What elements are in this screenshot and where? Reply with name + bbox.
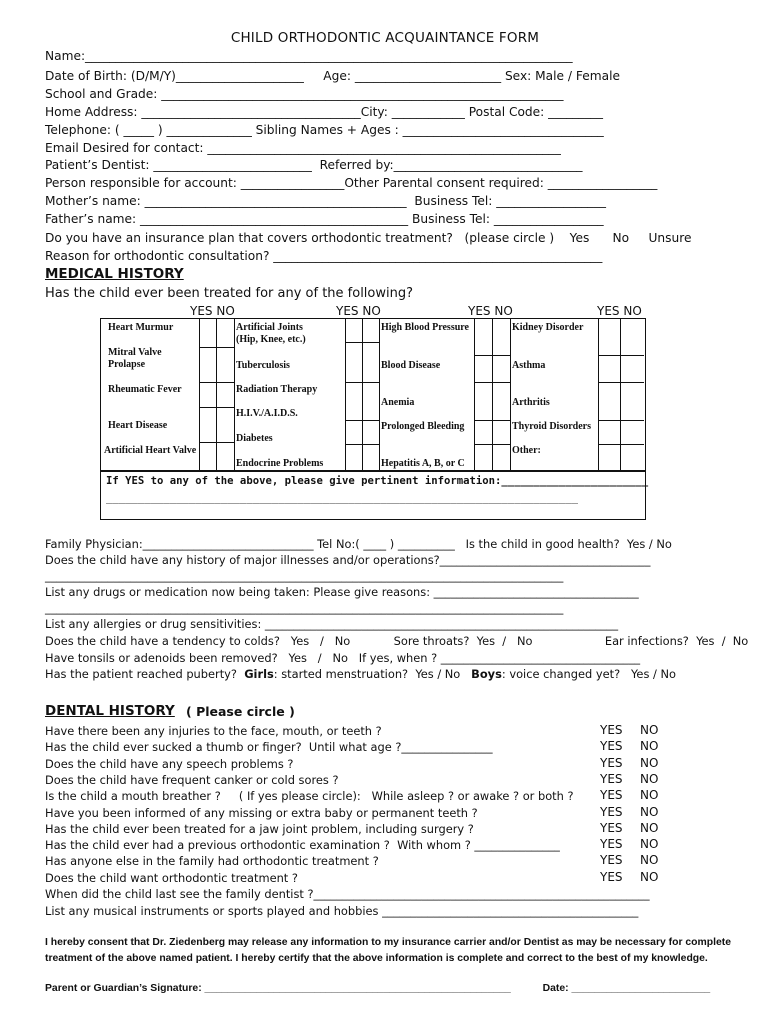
condition-blood-disease: Blood Disease — [381, 360, 441, 371]
illness-blank[interactable]: ___________________________________________________________________________________________ — [45, 569, 564, 583]
dental-no-option[interactable]: NO — [640, 739, 659, 753]
dental-question: Has the child ever been treated for a jaw joint problem, including surgery ? — [45, 822, 474, 836]
dentist-field[interactable]: Patient’s Dentist: __________________________ Referred by:_______________________________ — [45, 158, 583, 172]
dental-question: Has anyone else in the family had orthodontic treatment ? — [45, 854, 379, 868]
dental-no-option[interactable]: NO — [640, 837, 659, 851]
yes-no-header-4: YES NO — [597, 304, 642, 318]
condition-tuberculosis: Tuberculosis — [236, 360, 290, 371]
dental-yes-option[interactable]: YES — [600, 853, 623, 867]
dental-question: Is the child a mouth breather ? ( If yes please circle): While asleep ? or awake ? or both ? — [45, 789, 574, 803]
condition-radiation-therapy: Radiation Therapy — [236, 384, 318, 395]
dental-no-option[interactable]: NO — [640, 756, 659, 770]
condition-rheumatic-fever: Rheumatic Fever — [108, 384, 182, 395]
dental-yes-option[interactable]: YES — [600, 821, 623, 835]
dental-question: Has the child ever sucked a thumb or finger? Until what age ?________________ — [45, 740, 493, 754]
condition-heart-disease: Heart Disease — [108, 420, 168, 431]
pertinent-info-line[interactable]: __________________________________________________________________________ — [106, 492, 578, 504]
signature-line[interactable]: Parent or Guardian’s Signature: _____________________________________________________ Date: ________________________ — [45, 983, 711, 994]
dental-yes-option[interactable]: YES — [600, 870, 623, 884]
father-field[interactable]: Father’s name: ____________________________________________ Business Tel: __________________ — [45, 212, 604, 226]
address-field[interactable]: Home Address: ____________________________________City: ____________ Postal Code: _________ — [45, 105, 603, 119]
drugs-field[interactable]: List any drugs or medication now being taken: Please give reasons: ____________________________________ — [45, 585, 639, 599]
condition-anemia: Anemia — [381, 397, 415, 408]
school-field[interactable]: School and Grade: __________________________________________________________________ — [45, 87, 564, 101]
reason-field[interactable]: Reason for orthodontic consultation? ______________________________________________________ — [45, 249, 603, 263]
dental-question: Have you been informed of any missing or extra baby or permanent teeth ? — [45, 806, 478, 820]
yes-no-header-1: YES NO — [190, 304, 235, 318]
condition-high-blood-pressure: High Blood Pressure — [381, 322, 469, 333]
dental-question: Has the child ever had a previous orthodontic examination ? With whom ? _______________ — [45, 838, 560, 852]
telephone-field[interactable]: Telephone: ( _____ ) ______________ Sibling Names + Ages : _________________________________ — [45, 123, 604, 137]
condition-endocrine: Endocrine Problems — [236, 458, 324, 469]
mother-field[interactable]: Mother’s name: ___________________________________________ Business Tel: __________________ — [45, 194, 606, 208]
dental-question: Does the child have any speech problems ? — [45, 757, 294, 771]
colds-question[interactable]: Does the child have a tendency to colds? Yes / No Sore throats? Yes / No Ear infections? Yes / No — [45, 634, 749, 648]
drugs-blank[interactable]: ___________________________________________________________________________________________ — [45, 601, 564, 615]
condition-heart-murmur: Heart Murmur — [108, 322, 174, 333]
condition-mitral-valve: Mitral Valve Prolapse — [108, 347, 162, 370]
dental-yes-option[interactable]: YES — [600, 723, 623, 737]
pertinent-info-prompt: If YES to any of the above, please give pertinent information:_______________________ — [106, 475, 649, 487]
dental-no-option[interactable]: NO — [640, 772, 659, 786]
dental-no-option[interactable]: NO — [640, 821, 659, 835]
physician-field[interactable]: Family Physician:______________________________ Tel No:( ____ ) __________ Is the child in good health? Yes / No — [45, 537, 672, 551]
please-circle-note: ( Please circle ) — [186, 704, 295, 719]
dental-yes-option[interactable]: YES — [600, 739, 623, 753]
condition-hiv-aids: H.I.V./A.I.D.S. — [236, 408, 298, 419]
condition-artificial-heart-valve: Artificial Heart Valve — [104, 445, 197, 456]
illness-field[interactable]: Does the child have any history of major illnesses and/or operations?_____________________________________ — [45, 553, 651, 567]
condition-diabetes: Diabetes — [236, 433, 273, 444]
puberty-question[interactable]: Has the patient reached puberty? Girls: started menstruation? Yes / No Boys: voice changed yet? Yes / No — [45, 667, 676, 681]
insurance-question[interactable]: Do you have an insurance plan that covers orthodontic treatment? (please circle ) Yes No Unsure — [45, 231, 692, 245]
dental-yes-option[interactable]: YES — [600, 772, 623, 786]
yes-no-header-3: YES NO — [468, 304, 513, 318]
allergies-field[interactable]: List any allergies or drug sensitivities: ______________________________________________________________ — [45, 617, 619, 631]
account-field[interactable]: Person responsible for account: _________________Other Parental consent required: __________________ — [45, 176, 658, 190]
condition-arthritis: Arthritis — [512, 397, 550, 408]
dental-no-option[interactable]: NO — [640, 870, 659, 884]
last-dentist-visit-field[interactable]: When did the child last see the family dentist ?___________________________________________________________ — [45, 887, 650, 901]
medical-question: Has the child ever been treated for any of the following? — [45, 286, 414, 301]
dental-yes-option[interactable]: YES — [600, 756, 623, 770]
medical-history-heading: MEDICAL HISTORY — [45, 266, 184, 282]
yes-no-header-2: YES NO — [336, 304, 381, 318]
instruments-field[interactable]: List any musical instruments or sports played and hobbies _____________________________________________ — [45, 904, 639, 918]
dental-question: Have there been any injuries to the face, mouth, or teeth ? — [45, 724, 382, 738]
form-title: CHILD ORTHODONTIC ACQUAINTANCE FORM — [230, 30, 540, 46]
condition-asthma: Asthma — [512, 360, 546, 371]
dob-field[interactable]: Date of Birth: (D/M/Y)_____________________ Age: ________________________ Sex: Male / Female — [45, 69, 620, 83]
email-field[interactable]: Email Desired for contact: __________________________________________________________ — [45, 141, 561, 155]
dental-yes-option[interactable]: YES — [600, 837, 623, 851]
tonsils-question[interactable]: Have tonsils or adenoids been removed? Yes / No If yes, when ? ___________________________________ — [45, 651, 641, 665]
condition-hepatitis: Hepatitis A, B, or C — [381, 458, 465, 469]
condition-kidney-disorder: Kidney Disorder — [512, 322, 584, 333]
condition-thyroid: Thyroid Disorders — [512, 421, 591, 432]
condition-artificial-joints: Artificial Joints (Hip, Knee, etc.) — [236, 322, 306, 345]
dental-no-option[interactable]: NO — [640, 805, 659, 819]
dental-no-option[interactable]: NO — [640, 853, 659, 867]
name-field[interactable]: Name:________________________________________________________________________________ — [45, 49, 573, 63]
dental-yes-option[interactable]: YES — [600, 805, 623, 819]
consent-statement: I hereby consent that Dr. Ziedenberg may release any information to my insurance carrier and/or Dentist as may be necessary for complete treatment of the above named patient. I hereby certify that the above information is complete and correct to the best of my knowledge. — [45, 937, 732, 964]
dental-history-heading: DENTAL HISTORY — [45, 703, 175, 719]
condition-prolonged-bleeding: Prolonged Bleeding — [381, 421, 465, 432]
dental-yes-option[interactable]: YES — [600, 788, 623, 802]
dental-no-option[interactable]: NO — [640, 723, 659, 737]
dental-question: Does the child have frequent canker or cold sores ? — [45, 773, 339, 787]
condition-other: Other: — [512, 445, 541, 456]
dental-no-option[interactable]: NO — [640, 788, 659, 802]
dental-question: Does the child want orthodontic treatment ? — [45, 871, 298, 885]
